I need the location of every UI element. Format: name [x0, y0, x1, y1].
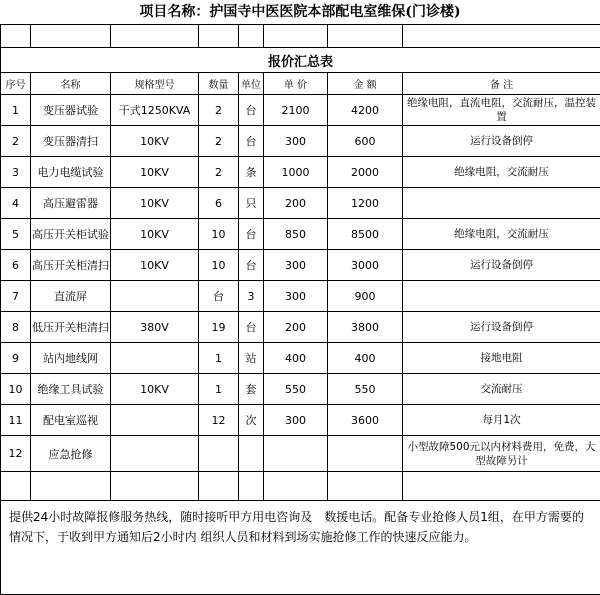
- cell-no: 7: [1, 281, 31, 312]
- cell-remark: [403, 281, 600, 312]
- cell-amount: 1200: [328, 188, 403, 219]
- cell-remark: 绝缘电阻，直流电阻，交流耐压，温控装置: [403, 95, 600, 126]
- cell-name: 站内地线网: [31, 343, 111, 374]
- cell-amount: 900: [328, 281, 403, 312]
- cell-spec: [111, 405, 199, 436]
- cell-unit: 台: [239, 312, 264, 343]
- cell-unit: 台: [239, 250, 264, 281]
- cell-spec: 10KV: [111, 126, 199, 157]
- cell-price: 2100: [264, 95, 328, 126]
- table-row: [1, 126, 600, 157]
- summary-title: 报价汇总表: [1, 48, 600, 73]
- summary-title-row: [1, 48, 600, 73]
- cell-spec: [111, 281, 199, 312]
- cell-qty: 19: [199, 312, 239, 343]
- cell-no: 9: [1, 343, 31, 374]
- cell-amount: 550: [328, 374, 403, 405]
- cell-no: 8: [1, 312, 31, 343]
- cell-remark: 运行设备倒停: [403, 312, 600, 343]
- header-qty: 数量: [199, 73, 239, 95]
- cell-price: 300: [264, 405, 328, 436]
- cell-spec: 10KV: [111, 219, 199, 250]
- cell-price: 300: [264, 281, 328, 312]
- cell-unit: 台: [239, 126, 264, 157]
- header-amount: 金 额: [328, 73, 403, 95]
- cell-spec: 干式1250KVA: [111, 95, 199, 126]
- table-row: [1, 250, 600, 281]
- header-row: [1, 73, 600, 95]
- quotation-table: [0, 24, 600, 595]
- cell-name: 高压避雷器: [31, 188, 111, 219]
- cell-name: 高压开关柜清扫: [31, 250, 111, 281]
- cell-amount: 600: [328, 126, 403, 157]
- cell-no: 12: [1, 436, 31, 472]
- cell-name: 高压开关柜试验: [31, 219, 111, 250]
- cell-unit: 台: [239, 95, 264, 126]
- footer-row: [1, 501, 600, 595]
- header-unit: 单位: [239, 73, 264, 95]
- cell-qty: 10: [199, 250, 239, 281]
- cell-unit: 条: [239, 157, 264, 188]
- cell-remark: 接地电阻: [403, 343, 600, 374]
- table-row: [1, 188, 600, 219]
- cell-no: 5: [1, 219, 31, 250]
- cell-qty: 10: [199, 219, 239, 250]
- cell-spec: [111, 436, 199, 472]
- cell-amount: 4200: [328, 95, 403, 126]
- cell-qty: 台: [199, 281, 239, 312]
- cell-qty: 12: [199, 405, 239, 436]
- cell-amount: 2000: [328, 157, 403, 188]
- cell-qty: 1: [199, 343, 239, 374]
- table-row: [1, 95, 600, 126]
- cell-no: 4: [1, 188, 31, 219]
- cell-price: 1000: [264, 157, 328, 188]
- header-no: 序号: [1, 73, 31, 95]
- table-row: [1, 219, 600, 250]
- cell-price: 200: [264, 188, 328, 219]
- cell-qty: 6: [199, 188, 239, 219]
- service-commitment-text: 提供24小时故障报修服务热线，随时接听甲方用电咨询及 数援电话。配备专业抢修人员1组，在甲方需要的情况下，于收到甲方通知后2小时内 组织人员和材料到场实施抢修工作的快速反应能力。: [1, 501, 600, 595]
- cell-remark: 每月1次: [403, 405, 600, 436]
- cell-price: 850: [264, 219, 328, 250]
- table-row: [1, 281, 600, 312]
- cell-no: 6: [1, 250, 31, 281]
- cell-no: 1: [1, 95, 31, 126]
- cell-remark: 运行设备倒停: [403, 126, 600, 157]
- cell-price: [264, 436, 328, 472]
- cell-no: 3: [1, 157, 31, 188]
- header-spec: 规格型号: [111, 73, 199, 95]
- table-row: [1, 343, 600, 374]
- table-row: [1, 436, 600, 472]
- cell-qty: 2: [199, 126, 239, 157]
- cell-spec: 10KV: [111, 250, 199, 281]
- table-row: [1, 312, 600, 343]
- cell-qty: 1: [199, 374, 239, 405]
- cell-unit: 站: [239, 343, 264, 374]
- cell-name: 低压开关柜清扫: [31, 312, 111, 343]
- cell-unit: 台: [239, 219, 264, 250]
- cell-amount: 3600: [328, 405, 403, 436]
- cell-remark: 交流耐压: [403, 374, 600, 405]
- cell-amount: 3000: [328, 250, 403, 281]
- cell-amount: 3800: [328, 312, 403, 343]
- cell-unit: 只: [239, 188, 264, 219]
- cell-remark: 绝缘电阻，交流耐压: [403, 219, 600, 250]
- cell-qty: 2: [199, 95, 239, 126]
- cell-spec: 10KV: [111, 188, 199, 219]
- cell-spec: 10KV: [111, 374, 199, 405]
- cell-no: 2: [1, 126, 31, 157]
- blank-row: [1, 25, 600, 48]
- cell-amount: 400: [328, 343, 403, 374]
- cell-unit: 3: [239, 281, 264, 312]
- cell-remark: [403, 188, 600, 219]
- cell-price: 400: [264, 343, 328, 374]
- empty-row: [1, 472, 600, 501]
- cell-name: 变压器试验: [31, 95, 111, 126]
- cell-amount: [328, 436, 403, 472]
- cell-remark: 绝缘电阻，交流耐压: [403, 157, 600, 188]
- project-title: 项目名称：护国寺中医医院本部配电室维保(门诊楼): [0, 0, 600, 24]
- cell-name: 电力电缆试验: [31, 157, 111, 188]
- cell-amount: 8500: [328, 219, 403, 250]
- cell-name: 绝缘工具试验: [31, 374, 111, 405]
- cell-price: 550: [264, 374, 328, 405]
- cell-spec: 10KV: [111, 157, 199, 188]
- cell-name: 变压器清扫: [31, 126, 111, 157]
- cell-name: 直流屏: [31, 281, 111, 312]
- cell-no: 10: [1, 374, 31, 405]
- cell-remark: 运行设备倒停: [403, 250, 600, 281]
- header-price: 单 价: [264, 73, 328, 95]
- cell-name: 应急抢修: [31, 436, 111, 472]
- cell-price: 300: [264, 250, 328, 281]
- cell-spec: [111, 343, 199, 374]
- cell-price: 300: [264, 126, 328, 157]
- cell-price: 200: [264, 312, 328, 343]
- cell-qty: [199, 436, 239, 472]
- cell-name: 配电室巡视: [31, 405, 111, 436]
- cell-no: 11: [1, 405, 31, 436]
- table-row: [1, 405, 600, 436]
- header-remark: 备 注: [403, 73, 600, 95]
- cell-qty: 2: [199, 157, 239, 188]
- cell-remark: 小型故障500元以内材料费用，免费，大型故障另计: [403, 436, 600, 472]
- header-name: 名称: [31, 73, 111, 95]
- table-row: [1, 157, 600, 188]
- cell-unit: 套: [239, 374, 264, 405]
- cell-unit: [239, 436, 264, 472]
- cell-unit: 次: [239, 405, 264, 436]
- cell-spec: 380V: [111, 312, 199, 343]
- table-row: [1, 374, 600, 405]
